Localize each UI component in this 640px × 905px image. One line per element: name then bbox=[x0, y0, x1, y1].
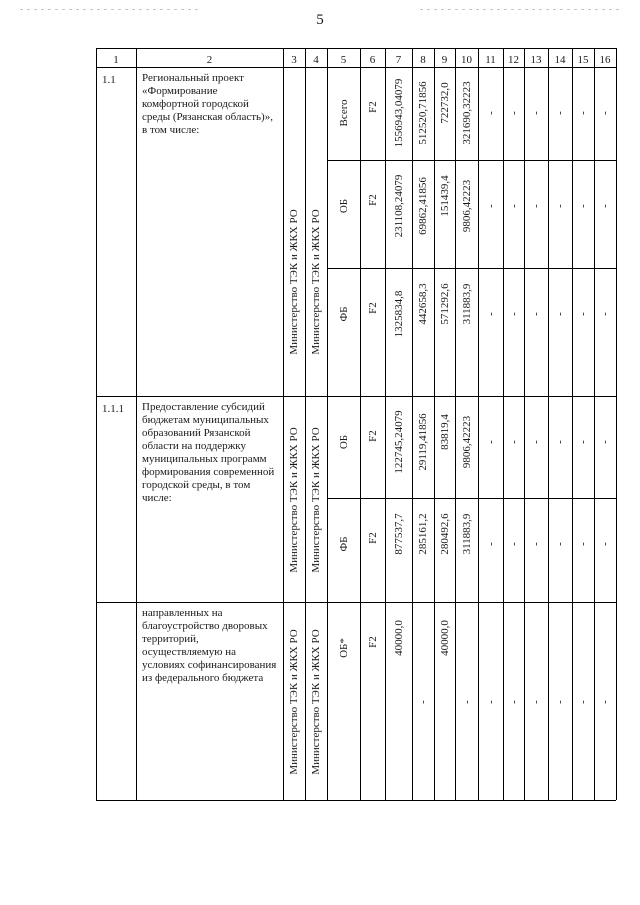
value-col9: 151439,4 bbox=[438, 175, 451, 217]
empty-value-col16: - bbox=[599, 111, 611, 115]
empty-value-col14: - bbox=[554, 204, 566, 208]
column-header-16: 16 bbox=[599, 54, 611, 66]
project-code: F2 bbox=[366, 636, 379, 648]
empty-value-col14: - bbox=[554, 440, 566, 444]
value-col8: 29119,41856 bbox=[417, 413, 429, 471]
project-code: F2 bbox=[366, 302, 379, 314]
column-rule bbox=[96, 48, 97, 800]
table-bottom-border bbox=[96, 800, 616, 801]
empty-value-col12: - bbox=[507, 440, 520, 444]
value-col8: 285161,2 bbox=[417, 513, 429, 555]
empty-value-col14: - bbox=[554, 542, 566, 546]
value-col7: 122745,24079 bbox=[392, 410, 405, 474]
executor-col3: Министерство ТЭК и ЖКХ РО bbox=[288, 427, 300, 573]
table-top-border bbox=[96, 48, 616, 49]
empty-value-col11: - bbox=[484, 440, 497, 444]
value-col10: 311883,9 bbox=[460, 283, 473, 325]
empty-value-col13: - bbox=[530, 312, 542, 316]
empty-value-col15: - bbox=[577, 204, 589, 208]
project-code: F2 bbox=[366, 194, 379, 206]
empty-value-col16: - bbox=[599, 440, 611, 444]
funding-source: ОБ bbox=[337, 198, 350, 214]
scan-artifact bbox=[420, 9, 620, 10]
value-col9: 722732,0 bbox=[438, 82, 451, 124]
row-number: 1.1.1 bbox=[102, 403, 124, 415]
value-col7: 1556943,04079 bbox=[392, 78, 405, 148]
value-col10: 311883,9 bbox=[460, 513, 473, 555]
value-col9: 40000,0 bbox=[438, 620, 451, 656]
project-code: F2 bbox=[366, 430, 379, 442]
funding-source: ФБ bbox=[337, 306, 350, 322]
column-header-15: 15 bbox=[577, 54, 589, 66]
executor-col4: Министерство ТЭК и ЖКХ РО bbox=[310, 209, 322, 355]
empty-value-col14: - bbox=[554, 700, 566, 704]
column-header-12: 12 bbox=[508, 54, 519, 66]
empty-value-col16: - bbox=[599, 312, 611, 316]
value-col9: 280492,6 bbox=[438, 513, 451, 555]
column-header-9: 9 bbox=[441, 54, 448, 66]
row-name: направленных на благоустройство дворовых территорий, осуществляемую на условиях софинансирования из федерального бюджета bbox=[142, 607, 277, 684]
row-number: 1.1 bbox=[102, 74, 116, 86]
empty-value-col12: - bbox=[507, 204, 520, 208]
empty-value-col11: - bbox=[484, 542, 497, 546]
funding-source: Всего bbox=[337, 99, 350, 127]
empty-value-col15: - bbox=[577, 440, 589, 444]
row-name: Предоставление субсидий бюджетам муниципальных образований Рязанской области на поддержку муниципальных программ формирования современной городской среды, в том числе: bbox=[142, 401, 275, 504]
column-rule bbox=[305, 48, 306, 800]
header-bottom-border bbox=[96, 67, 616, 68]
column-header-3: 3 bbox=[291, 54, 297, 66]
column-header-4: 4 bbox=[313, 54, 319, 66]
empty-value-col13: - bbox=[530, 700, 542, 704]
empty-value-col11: - bbox=[484, 700, 497, 704]
executor-col4: Министерство ТЭК и ЖКХ РО bbox=[310, 629, 322, 775]
column-header-6: 6 bbox=[369, 54, 376, 66]
value-col7: 877537,7 bbox=[392, 513, 405, 555]
row-rule bbox=[96, 602, 616, 603]
column-rule bbox=[616, 48, 617, 800]
empty-value-col12: - bbox=[507, 542, 520, 546]
value-col10: 9806,42223 bbox=[460, 415, 473, 469]
value-col10: - bbox=[460, 700, 473, 704]
subrow-rule bbox=[327, 268, 616, 269]
value-col7: 40000,0 bbox=[392, 620, 405, 656]
empty-value-col14: - bbox=[554, 312, 566, 316]
row-rule bbox=[96, 396, 616, 397]
value-col10: 321690,32223 bbox=[460, 81, 473, 145]
value-col7: 231108,24079 bbox=[392, 174, 405, 238]
scan-artifact bbox=[20, 9, 200, 10]
subrow-rule bbox=[327, 160, 616, 161]
column-header-11: 11 bbox=[485, 54, 496, 66]
empty-value-col15: - bbox=[577, 111, 589, 115]
empty-value-col11: - bbox=[484, 204, 497, 208]
value-col9: 571292,6 bbox=[438, 283, 451, 325]
project-code: F2 bbox=[366, 101, 379, 113]
executor-col3: Министерство ТЭК и ЖКХ РО bbox=[288, 209, 300, 355]
value-col10: 9806,42223 bbox=[460, 179, 473, 233]
empty-value-col15: - bbox=[577, 542, 589, 546]
empty-value-col13: - bbox=[530, 111, 542, 115]
executor-col4: Министерство ТЭК и ЖКХ РО bbox=[310, 427, 322, 573]
column-header-14: 14 bbox=[554, 54, 566, 66]
value-col8: 512520,71856 bbox=[417, 81, 429, 145]
column-rule bbox=[283, 48, 284, 800]
project-code: F2 bbox=[366, 532, 379, 544]
empty-value-col13: - bbox=[530, 204, 542, 208]
subrow-rule bbox=[327, 498, 616, 499]
empty-value-col14: - bbox=[554, 111, 566, 115]
column-header-10: 10 bbox=[461, 54, 472, 66]
empty-value-col16: - bbox=[599, 700, 611, 704]
column-header-5: 5 bbox=[340, 54, 347, 66]
empty-value-col16: - bbox=[599, 204, 611, 208]
funding-source: ФБ bbox=[337, 536, 350, 552]
empty-value-col11: - bbox=[484, 111, 497, 115]
empty-value-col11: - bbox=[484, 312, 497, 316]
value-col8: 442658,3 bbox=[417, 283, 429, 325]
funding-source: ОБ bbox=[337, 434, 350, 450]
value-col8: - bbox=[417, 700, 429, 704]
value-col7: 1325834,8 bbox=[392, 290, 405, 338]
value-col8: 69862,41856 bbox=[417, 177, 429, 235]
column-header-2: 2 bbox=[206, 54, 213, 66]
empty-value-col16: - bbox=[599, 542, 611, 546]
column-rule bbox=[136, 48, 137, 800]
empty-value-col13: - bbox=[530, 440, 542, 444]
column-header-8: 8 bbox=[420, 54, 426, 66]
empty-value-col12: - bbox=[507, 111, 520, 115]
page-number: 5 bbox=[316, 12, 324, 28]
funding-source: ОБ* bbox=[337, 638, 350, 658]
value-col9: 83819,4 bbox=[438, 414, 451, 450]
column-header-1: 1 bbox=[113, 54, 119, 66]
column-header-7: 7 bbox=[395, 54, 402, 66]
row-name: Региональный проект «Формирование комфортной городской среды (Рязанская область)», в том числе: bbox=[142, 72, 273, 136]
empty-value-col12: - bbox=[507, 700, 520, 704]
empty-value-col15: - bbox=[577, 700, 589, 704]
empty-value-col13: - bbox=[530, 542, 542, 546]
executor-col3: Министерство ТЭК и ЖКХ РО bbox=[288, 629, 300, 775]
empty-value-col15: - bbox=[577, 312, 589, 316]
empty-value-col12: - bbox=[507, 312, 520, 316]
column-header-13: 13 bbox=[530, 54, 542, 66]
